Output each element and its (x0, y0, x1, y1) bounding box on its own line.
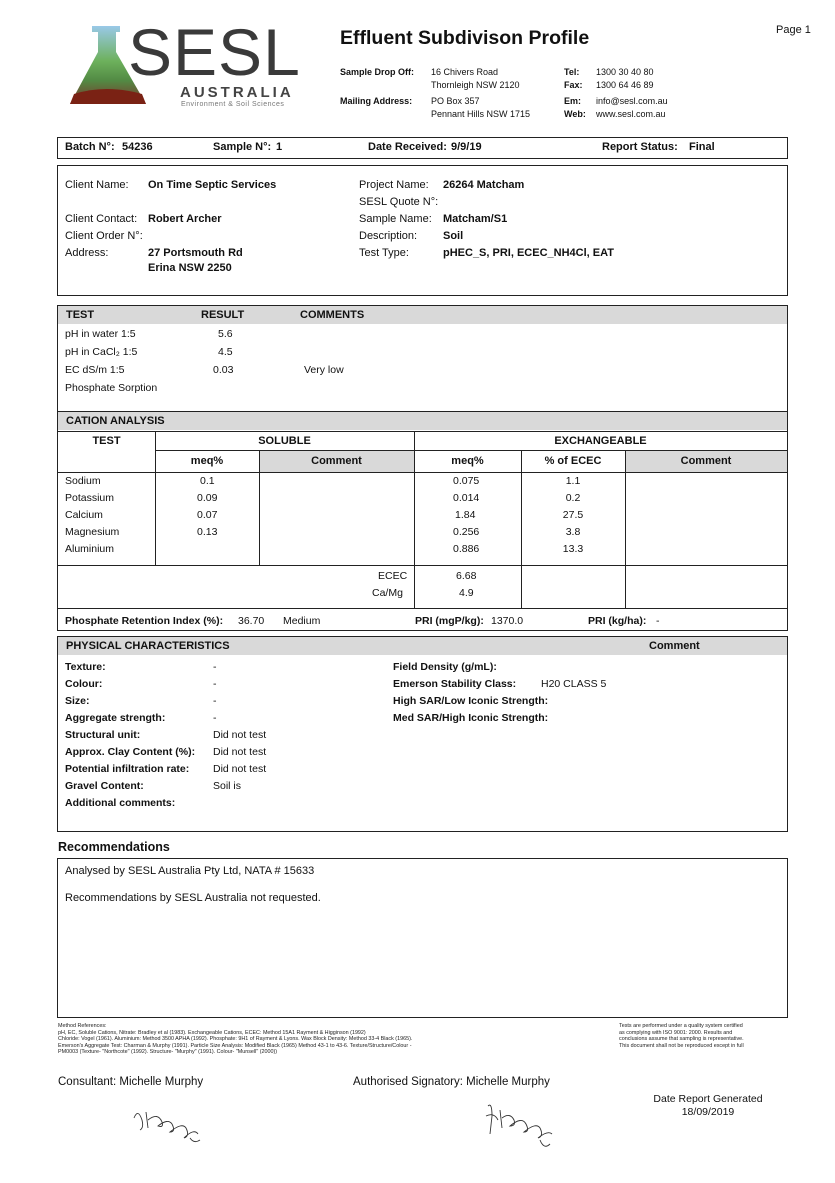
report-status-label: Report Status: (602, 141, 678, 153)
date-received: 9/9/19 (451, 141, 482, 153)
pri-index-label: Phosphate Retention Index (%): (65, 615, 224, 627)
pri-ha-label: PRI (kg/ha): (588, 615, 647, 627)
date-generated-value: 18/09/2019 (681, 1106, 735, 1118)
physical-title: PHYSICAL CHARACTERISTICS (66, 640, 230, 652)
report-status: Final (689, 141, 715, 153)
physical-value: Did not test (213, 746, 267, 758)
physical-value: - (213, 695, 217, 707)
physical-label: High SAR/Low Iconic Strength: (393, 695, 549, 707)
test-row-result: 4.5 (218, 346, 233, 358)
cation-exch: 0.886 (453, 543, 480, 555)
date-generated-label: Date Report Generated (653, 1093, 763, 1105)
mailing-label: Mailing Address: (340, 96, 413, 106)
pri-ha: - (656, 615, 660, 627)
recommendations-line2: Recommendations by SESL Australia not requested. (65, 892, 321, 904)
physical-value: H20 CLASS 5 (541, 678, 607, 690)
divider (58, 411, 787, 412)
sample-name: Matcham/S1 (443, 213, 508, 225)
cation-name: Sodium (65, 475, 101, 487)
test-row-name: EC dS/m 1:5 (65, 364, 125, 376)
test-type-label: Test Type: (359, 247, 409, 259)
method-ref-line: pH, EC, Soluble Cations, Nitrate: Bradley et al (1983). Exchangeable Cations, ECEC: Method 15A1 Rayment & Higginson (1992) (58, 1029, 366, 1036)
cation-name: Potassium (65, 492, 115, 504)
physical-value: - (213, 712, 217, 724)
physical-label: Structural unit: (65, 729, 141, 741)
camg-value: 4.9 (459, 587, 474, 599)
brand-sub: AUSTRALIA (180, 84, 294, 101)
exch-meq-header: meq% (451, 455, 484, 467)
pri-mg-label: PRI (mgP/kg): (415, 615, 484, 627)
brand-tagline: Environment & Soil Sciences (181, 101, 285, 108)
physical-value: Did not test (213, 763, 267, 775)
cation-soluble: 0.09 (197, 492, 218, 504)
drop-off-label: Sample Drop Off: (340, 67, 415, 77)
description-label: Description: (359, 230, 418, 242)
tests-header-comments: COMMENTS (300, 309, 365, 321)
disclaimer-line: as complying with ISO 9001: 2000. Results and (619, 1029, 733, 1036)
cation-pct: 1.1 (565, 475, 581, 487)
method-references (58, 1023, 578, 1056)
email-value[interactable]: info@sesl.com.au (596, 96, 668, 106)
sample-number: 1 (276, 141, 283, 153)
client-contact: Robert Archer (148, 213, 222, 225)
physical-label: Emerson Stability Class: (393, 678, 517, 690)
tel-label: Tel: (564, 67, 580, 77)
client-name: On Time Septic Services (148, 179, 277, 191)
cation-exch: 0.256 (453, 526, 480, 538)
cation-name: Aluminium (65, 543, 115, 555)
cation-test-header: TEST (92, 435, 121, 447)
email-label: Em: (564, 96, 582, 106)
test-row-name: pH in CaCl₂ 1:5 (65, 346, 138, 358)
project-name-label: Project Name: (359, 179, 429, 191)
soluble-meq-header: meq% (190, 455, 224, 467)
method-ref-line: Chloride: Vogel (1961). Aluminium: Method 3500 APHA (1992). Phosphate: 9H1 of Rayment & Lyons. Wax Block Density: Method 33-4 Black (1965). (58, 1036, 413, 1043)
brand-text: SESL (128, 15, 301, 89)
divider (58, 472, 787, 473)
physical-label: Colour: (65, 678, 103, 690)
cation-soluble: 0.07 (197, 509, 218, 521)
test-row-name: pH in water 1:5 (65, 328, 136, 340)
client-name-label: Client Name: (65, 179, 129, 191)
cation-soluble: 0.1 (200, 475, 215, 487)
sample-label: Sample N°: (213, 141, 272, 153)
test-row-comment: Very low (304, 364, 344, 376)
method-ref-line: PM0003 (Texture- "Northcote" (1992). Structure- "Murphy" (1991). Colour- "Munsell" (2000)) (58, 1049, 278, 1056)
fax-label: Fax: (564, 80, 583, 90)
physical-label: Field Density (g/mL): (393, 661, 497, 673)
client-order-label: Client Order N°: (65, 230, 143, 242)
physical-label: Texture: (65, 661, 106, 673)
physical-comment-header: Comment (649, 640, 700, 652)
tests-header-result: RESULT (201, 309, 245, 321)
signatory-label: Authorised Signatory: (353, 1076, 463, 1088)
drop-off-line2: Thornleigh NSW 2120 (431, 80, 520, 90)
signatory-name: Michelle Murphy (466, 1076, 550, 1088)
ecec-value: 6.68 (456, 570, 477, 582)
web-label: Web: (564, 109, 586, 119)
divider (58, 608, 787, 609)
tests-header-test: TEST (66, 309, 95, 321)
drop-off-line1: 16 Chivers Road (431, 67, 499, 77)
address-line2: Erina NSW 2250 (148, 262, 232, 274)
date-generated (640, 1093, 776, 1119)
consultant-signature-icon (128, 1098, 208, 1148)
tel-value: 1300 30 40 80 (596, 67, 654, 77)
pri-index: 36.70 (238, 615, 265, 627)
physical-label: Med SAR/High Iconic Strength: (393, 712, 549, 724)
cation-name: Magnesium (65, 526, 120, 538)
cation-title: CATION ANALYSIS (66, 415, 165, 427)
cation-exch: 0.075 (453, 475, 480, 487)
disclaimer-line: conclusions assume that sampling is representative. (619, 1036, 744, 1043)
disclaimer-line: Tests are performed under a quality system certified (619, 1023, 743, 1029)
method-ref-line: Emerson's Aggregate Test: Charman & Murphy (1991). Particle Size Analysis: Modified Black (1965) Method 43-1 to 43-6. Texture/Structure/Colour - (58, 1042, 412, 1049)
cation-pct: 13.3 (562, 543, 584, 555)
quality-disclaimer (619, 1023, 789, 1049)
test-row-result: 5.6 (218, 328, 233, 340)
exchangeable-header: EXCHANGEABLE (554, 435, 647, 447)
physical-label: Potential infiltration rate: (65, 763, 190, 775)
exch-comment-header: Comment (680, 455, 732, 467)
cation-name: Calcium (65, 509, 103, 521)
cation-pct: 0.2 (565, 492, 581, 504)
address-line1: 27 Portsmouth Rd (148, 247, 243, 259)
physical-label: Aggregate strength: (65, 712, 166, 724)
client-contact-label: Client Contact: (65, 213, 138, 225)
cation-pct: 3.8 (565, 526, 581, 538)
camg-label: Ca/Mg (372, 587, 403, 599)
page-number: Page 1 (776, 24, 811, 36)
cation-soluble: 0.13 (197, 526, 218, 538)
divider (155, 431, 156, 565)
disclaimer-line: This document shall not be reproduced except in full (619, 1042, 744, 1049)
physical-value: Did not test (213, 729, 267, 741)
tests-header-bar (58, 306, 787, 324)
divider (58, 565, 787, 566)
batch-number: 54236 (122, 141, 153, 153)
divider (625, 450, 626, 608)
cation-pct: 27.5 (562, 509, 584, 521)
cation-exch: 1.84 (455, 509, 476, 521)
sesl-logo (66, 15, 316, 112)
pri-rating: Medium (283, 615, 321, 627)
divider (58, 431, 787, 432)
recommendations-line1: Analysed by SESL Australia Pty Ltd, NATA # 15633 (65, 865, 315, 877)
date-received-label: Date Received: (368, 141, 447, 153)
cation-exch: 0.014 (453, 492, 480, 504)
physical-label: Additional comments: (65, 797, 176, 809)
mailing-line2: Pennant Hills NSW 1715 (431, 109, 531, 119)
fax-value: 1300 64 46 89 (596, 80, 654, 90)
recommendations-title: Recommendations (58, 840, 170, 854)
web-value[interactable]: www.sesl.com.au (596, 109, 666, 119)
consultant-name: Michelle Murphy (119, 1076, 204, 1088)
physical-label: Gravel Content: (65, 780, 144, 792)
quote-label: SESL Quote N°: (359, 196, 439, 208)
signatory-signature-icon (480, 1096, 560, 1152)
test-row-result: 0.03 (213, 364, 234, 376)
recommendations-box (57, 858, 788, 1018)
physical-label: Size: (65, 695, 90, 707)
mailing-line1: PO Box 357 (431, 96, 480, 106)
batch-label: Batch N°: (65, 141, 115, 153)
physical-value: Soil is (213, 780, 242, 792)
soluble-comment-header: Comment (311, 455, 362, 467)
exch-pct-header: % of ECEC (544, 455, 602, 467)
project-name: 26264 Matcham (443, 179, 525, 191)
consultant-label: Consultant: (58, 1076, 117, 1088)
test-type: pHEC_S, PRI, ECEC_NH4Cl, EAT (443, 247, 614, 259)
report-title: Effluent Subdivison Profile (340, 27, 590, 49)
physical-value: - (213, 678, 217, 690)
physical-value: - (213, 661, 217, 673)
consultant-line (58, 1076, 203, 1088)
description: Soil (443, 230, 464, 242)
pri-mg: 1370.0 (491, 615, 524, 627)
signatory-line (353, 1076, 550, 1088)
sample-name-label: Sample Name: (359, 213, 432, 225)
soluble-header: SOLUBLE (258, 435, 311, 447)
cation-header-bar (58, 412, 787, 430)
address-label: Address: (65, 247, 109, 259)
test-row-name: Phosphate Sorption (65, 382, 158, 394)
physical-label: Approx. Clay Content (%): (65, 746, 196, 758)
method-ref-line: Method References: (58, 1023, 107, 1029)
ecec-label: ECEC (378, 570, 408, 582)
